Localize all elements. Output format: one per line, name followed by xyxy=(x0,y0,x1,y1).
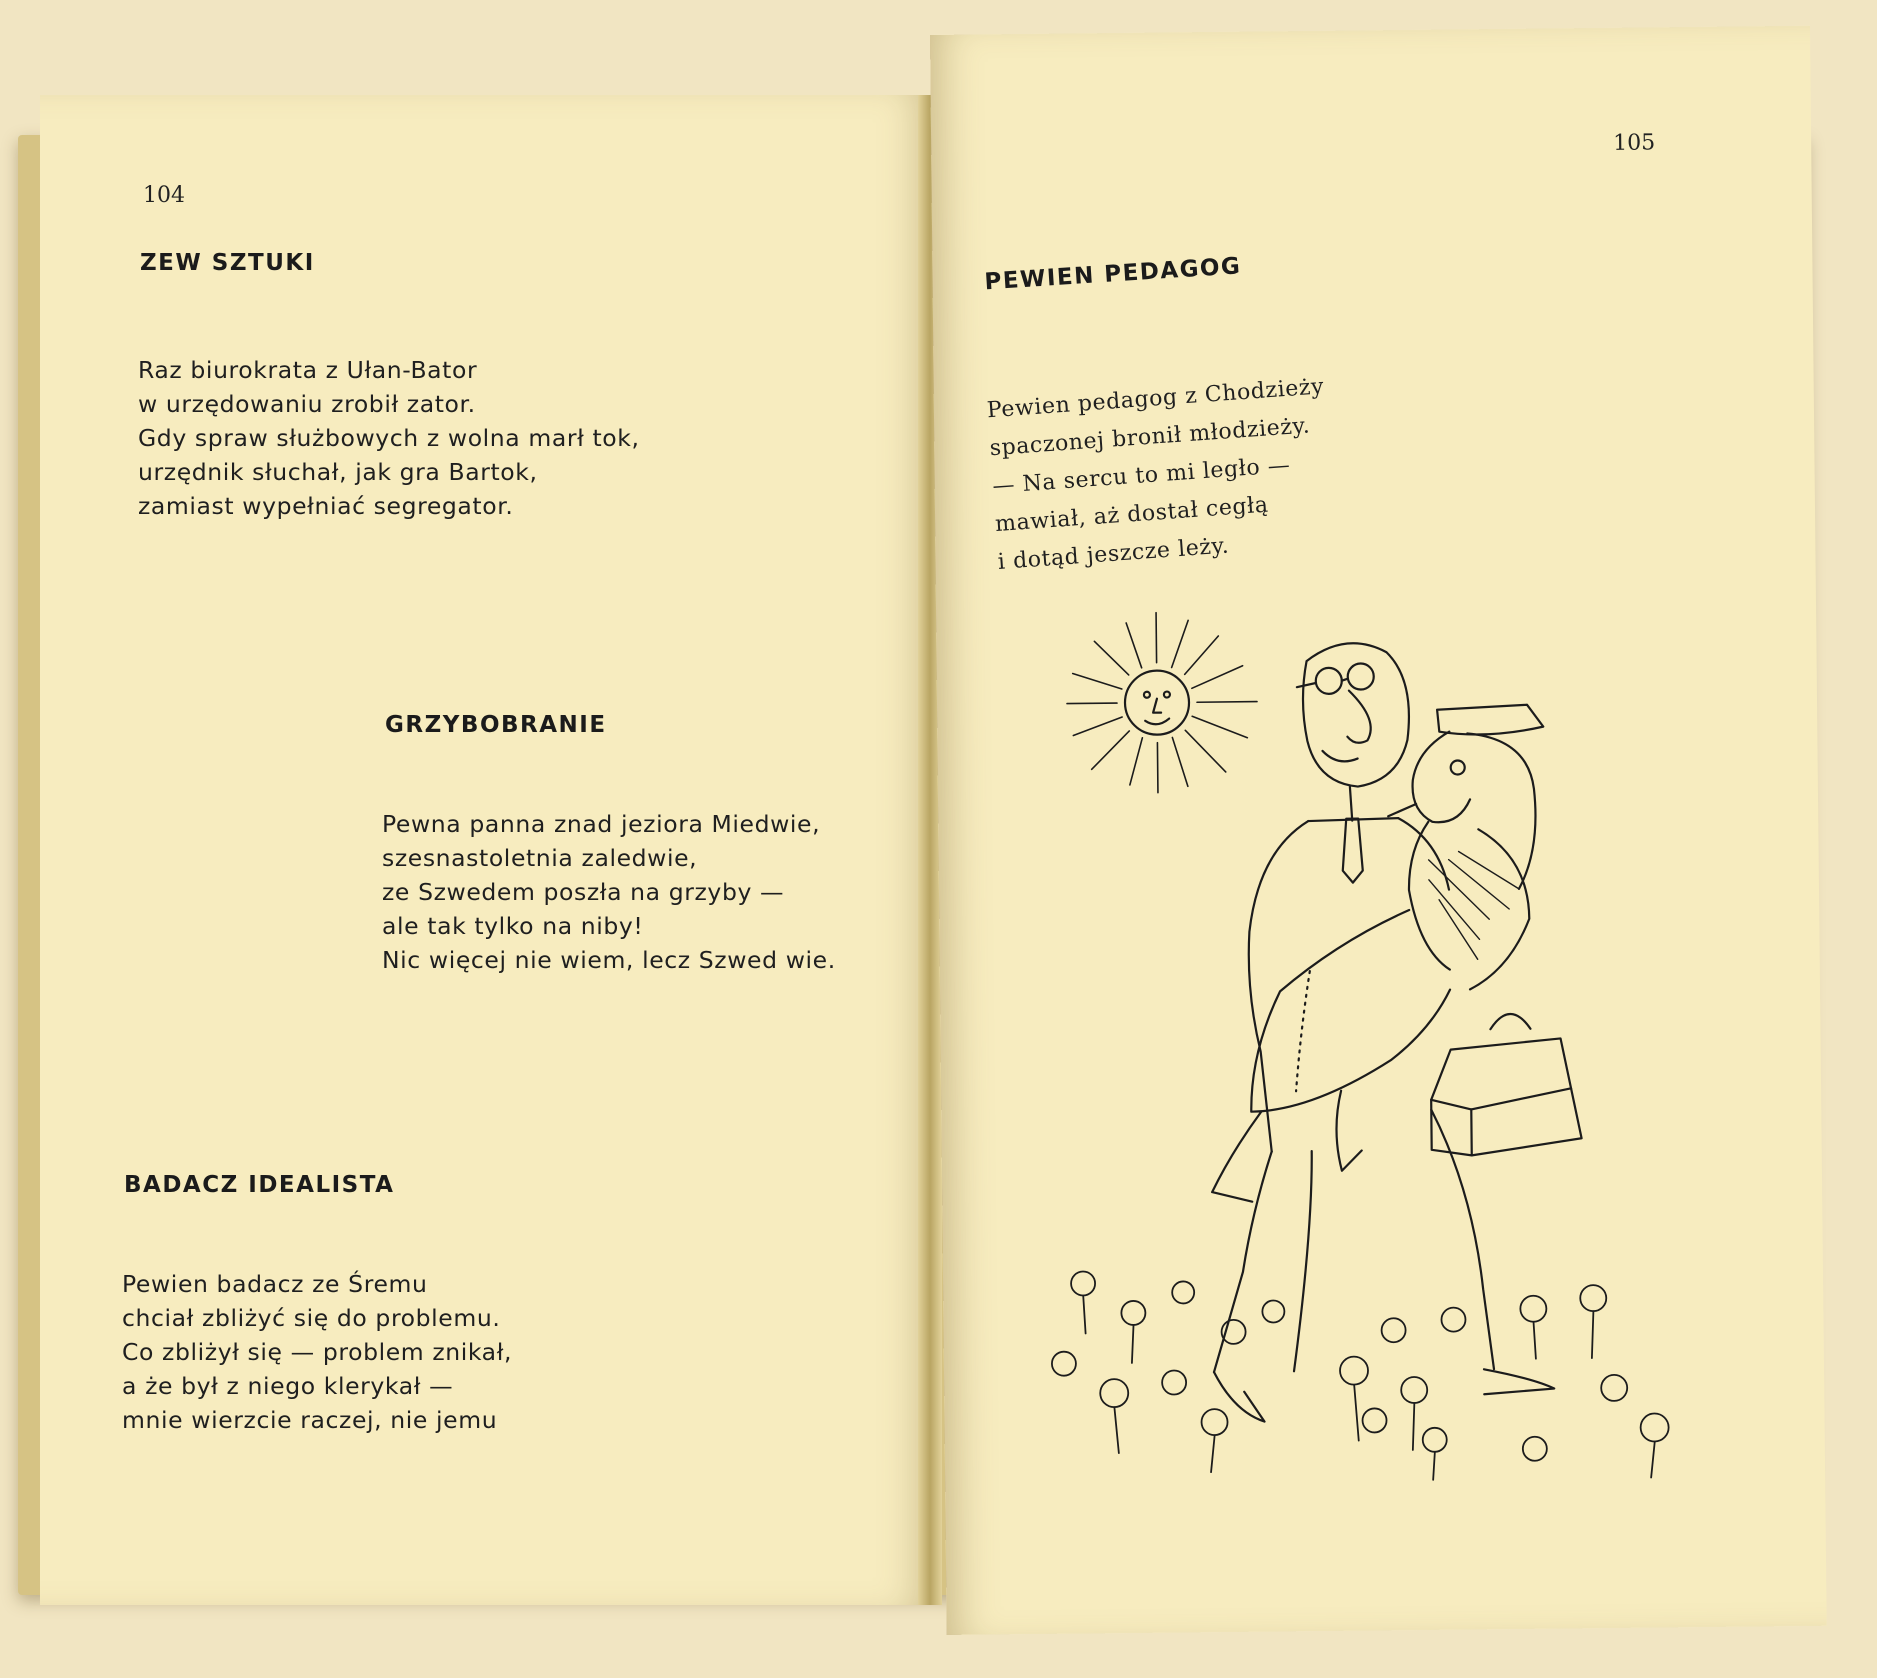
poem-line: Pewien badacz ze Śremu xyxy=(122,1270,428,1298)
poem-zew-sztuki xyxy=(138,353,640,523)
poem-line: zamiast wypełniać segregator. xyxy=(138,492,514,520)
poem-title-grzybobranie: GRZYBOBRANIE xyxy=(385,712,607,738)
poem-line: szesnastoletnia zaledwie, xyxy=(382,844,698,872)
poem-line: Nic więcej nie wiem, lecz Szwed wie. xyxy=(382,946,836,974)
poem-line: spaczonej bronił młodzieży. xyxy=(988,413,1311,462)
pedagog-illustration xyxy=(1006,587,1695,1494)
poem-title-zew-sztuki: ZEW SZTUKI xyxy=(140,250,315,276)
page-number-right: 105 xyxy=(1613,130,1656,156)
right-page xyxy=(930,26,1827,1635)
poem-line: — Na sercu to mi legło — xyxy=(991,452,1292,500)
poem-line: ale tak tylko na niby! xyxy=(382,912,644,940)
left-page xyxy=(40,95,930,1605)
poem-line: Pewna panna znad jeziora Miedwie, xyxy=(382,810,821,838)
poem-pewien-pedagog xyxy=(986,368,1337,582)
poem-line: Pewien pedagog z Chodzieży xyxy=(986,374,1325,424)
poem-title-pewien-pedagog: PEWIEN PEDAGOG xyxy=(983,253,1243,296)
poem-title-badacz-idealista: BADACZ IDEALISTA xyxy=(124,1172,395,1198)
poem-line: Gdy spraw służbowych z wolna marł tok, xyxy=(138,424,640,452)
poem-line: ze Szwedem poszła na grzyby — xyxy=(382,878,785,906)
poem-line: mnie wierzcie raczej, nie jemu xyxy=(122,1406,498,1434)
poem-grzybobranie xyxy=(382,807,836,977)
poem-line: w urzędowaniu zrobił zator. xyxy=(138,390,476,418)
poem-line: Co zbliżył się — problem znikał, xyxy=(122,1338,513,1366)
poem-line: i dotąd jeszcze leży. xyxy=(997,533,1231,575)
page-number-left: 104 xyxy=(143,183,185,208)
poem-line: Raz biurokrata z Ułan-Bator xyxy=(138,356,478,384)
poem-line: a że był z niego klerykał — xyxy=(122,1372,454,1400)
flowers xyxy=(1051,1265,1669,1483)
sun-icon xyxy=(1066,612,1258,794)
poem-line: mawiał, aż dostał cegłą xyxy=(994,492,1270,538)
poem-line: urzędnik słuchał, jak gra Bartok, xyxy=(138,458,538,486)
poem-line: chciał zbliżyć się do problemu. xyxy=(122,1304,501,1332)
poem-badacz-idealista xyxy=(122,1267,512,1437)
